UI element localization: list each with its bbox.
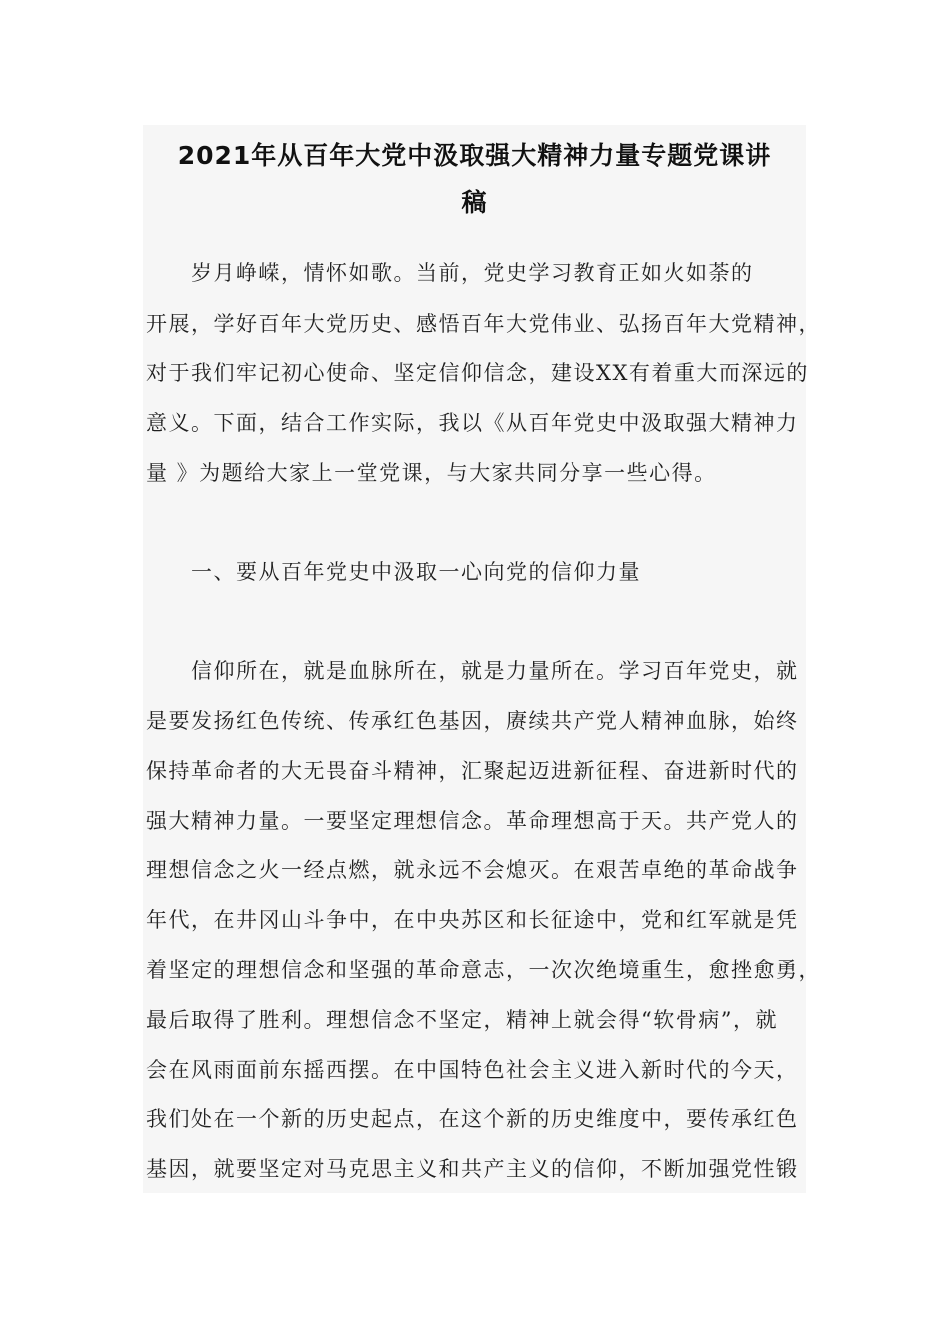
body-line: 强大精神力量。一要坚定理想信念。革命理想高于天。共产党人的 xyxy=(146,809,799,833)
body-line: 是要发扬红色传统、传承红色基因，赓续共产党人精神血脉，始终 xyxy=(146,709,799,733)
body-line: 保持革命者的大无畏奋斗精神，汇聚起迈进新征程、奋进新时代的 xyxy=(146,759,799,783)
body-line: 对于我们牢记初心使命、坚定信仰信念，建设XX有着重大而深远的 xyxy=(146,361,809,385)
body-line: 开展，学好百年大党历史、感悟百年大党伟业、弘扬百年大党精神， xyxy=(146,312,821,336)
document-title-line-2: 稿 xyxy=(461,188,488,217)
document-title-line-1: 2021年从百年大党中汲取强大精神力量专题党课讲 xyxy=(177,141,772,170)
body-line: 量 》为题给大家上一堂党课，与大家共同分享一些心得。 xyxy=(146,461,717,485)
body-line: 我们处在一个新的历史起点，在这个新的历史维度中，要传承红色 xyxy=(146,1107,799,1131)
body-line: 基因，就要坚定对马克思主义和共产主义的信仰，不断加强党性锻 xyxy=(146,1157,799,1181)
body-line: 着坚定的理想信念和坚强的革命意志，一次次绝境重生，愈挫愈勇， xyxy=(146,958,821,982)
body-line: 最后取得了胜利。理想信念不坚定，精神上就会得“软骨病”，就 xyxy=(146,1008,778,1032)
body-line: 会在风雨面前东摇西摆。在中国特色社会主义进入新时代的今天， xyxy=(146,1058,799,1082)
body-line: 意义。下面，结合工作实际，我以《从百年党史中汲取强大精神力 xyxy=(146,411,799,435)
body-line: 信仰所在，就是血脉所在，就是力量所在。学习百年党史，就 xyxy=(146,659,799,683)
body-line: 理想信念之火一经点燃，就永远不会熄灭。在艰苦卓绝的革命战争 xyxy=(146,858,799,882)
section-heading: 一、要从百年党史中汲取一心向党的信仰力量 xyxy=(146,560,641,584)
body-line: 年代，在井冈山斗争中，在中央苏区和长征途中，党和红军就是凭 xyxy=(146,908,799,932)
body-line: 岁月峥嵘，情怀如歌。当前，党史学习教育正如火如荼的 xyxy=(146,261,754,285)
